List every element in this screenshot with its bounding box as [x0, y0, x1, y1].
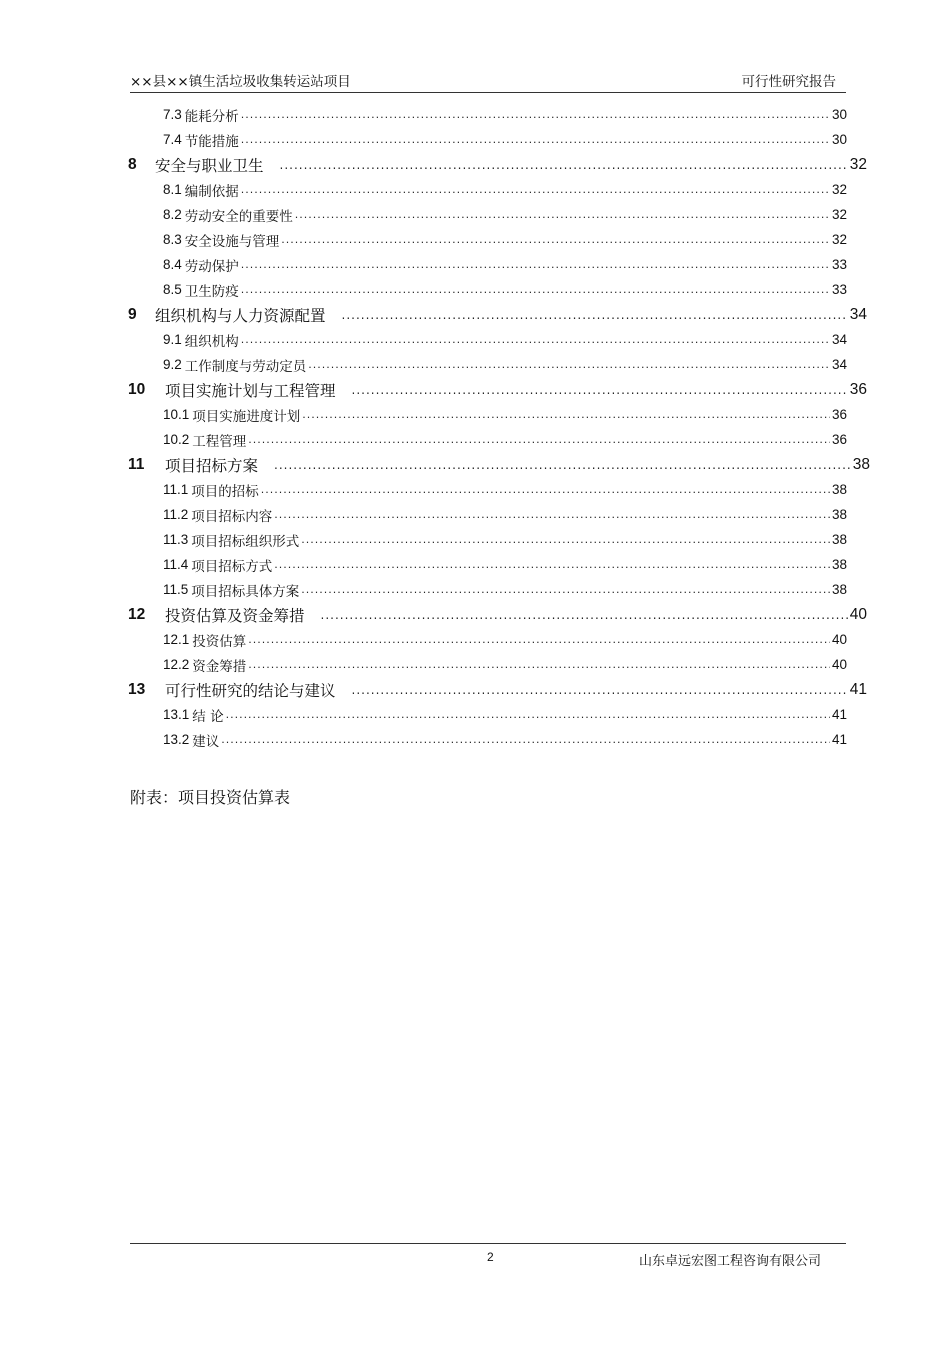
toc-entry-title: 项目招标组织形式 — [191, 533, 300, 550]
toc-section-entry — [0, 427, 847, 452]
toc-leader-dots — [301, 583, 830, 596]
toc-entry-page: 33 — [831, 282, 847, 297]
toc-entry-number: 10 — [128, 380, 146, 398]
toc-chapter-entry — [0, 302, 867, 327]
toc-chapter-entry — [0, 152, 867, 177]
toc-entry-title: 建议 — [192, 733, 220, 750]
toc-entry-page: 34 — [849, 305, 867, 323]
toc-entry-title: 节能措施 — [184, 133, 239, 150]
toc-entry-page: 33 — [831, 257, 847, 272]
toc-chapter-entry — [0, 677, 867, 702]
page-footer — [130, 1243, 846, 1268]
toc-section-entry — [0, 527, 847, 552]
toc-chapter-entry — [0, 452, 870, 477]
header-project-title: ××县××镇生活垃圾收集转运站项目 — [130, 74, 351, 90]
toc-entry-title: 项目的招标 — [191, 483, 259, 500]
toc-section-entry — [0, 102, 847, 127]
toc-leader-dots — [241, 283, 830, 296]
toc-entry-title: 安全与职业卫生 — [155, 156, 264, 175]
toc-entry-number: 8.1 — [163, 182, 182, 197]
toc-leader-dots — [248, 633, 830, 646]
toc-leader-dots — [281, 233, 830, 246]
toc-entry-number: 10.2 — [163, 432, 190, 447]
toc-entry-page: 32 — [831, 207, 847, 222]
toc-entry-number: 12.2 — [163, 657, 190, 672]
toc-section-entry — [0, 552, 847, 577]
toc-entry-page: 41 — [849, 680, 867, 698]
toc-section-entry — [0, 227, 847, 252]
toc-entry-number: 13 — [128, 680, 146, 698]
toc-entry-title: 卫生防疫 — [184, 283, 239, 300]
toc-entry-title: 项目招标内容 — [191, 508, 273, 525]
toc-entry-title: 资金筹措 — [192, 658, 247, 675]
toc-entry-number: 13.1 — [163, 707, 190, 722]
header-report-type: 可行性研究报告 — [741, 74, 836, 90]
footer-page-number: 2 — [487, 1250, 494, 1264]
toc-entry-number: 12 — [128, 605, 146, 623]
toc-entry-number: 8.4 — [163, 257, 182, 272]
toc-entry-title: 组织机构与人力资源配置 — [155, 306, 326, 325]
toc-entry-number: 11.1 — [163, 482, 189, 497]
toc-section-entry — [0, 252, 847, 277]
toc-entry-number: 11.4 — [163, 557, 189, 572]
toc-entry-number: 9.1 — [163, 332, 182, 347]
toc-leader-dots — [321, 608, 848, 622]
toc-entry-page: 32 — [831, 232, 847, 247]
toc-leader-dots — [352, 383, 848, 397]
toc-section-entry — [0, 577, 847, 602]
toc-entry-number: 11 — [128, 455, 145, 473]
toc-entry-title: 项目招标方案 — [165, 456, 259, 475]
toc-entry-page: 36 — [831, 407, 847, 422]
toc-entry-page: 36 — [831, 432, 847, 447]
toc-entry-number: 10.1 — [163, 407, 190, 422]
toc-entry-page: 38 — [831, 582, 847, 597]
toc-section-entry — [0, 477, 847, 502]
table-of-contents — [0, 102, 950, 752]
toc-entry-page: 38 — [852, 455, 870, 473]
toc-entry-title: 可行性研究的结论与建议 — [165, 681, 336, 700]
footer-company: 山东卓远宏图工程咨询有限公司 — [638, 1254, 821, 1269]
toc-entry-page: 41 — [831, 707, 847, 722]
toc-leader-dots — [342, 308, 848, 322]
toc-leader-dots — [226, 708, 830, 721]
toc-entry-number: 8.3 — [163, 232, 182, 247]
toc-entry-page: 38 — [831, 532, 847, 547]
toc-entry-number: 11.5 — [163, 582, 189, 597]
toc-entry-number: 12.1 — [163, 632, 190, 647]
toc-section-entry — [0, 627, 847, 652]
toc-entry-title: 劳动保护 — [184, 258, 239, 275]
toc-entry-number: 13.2 — [163, 732, 190, 747]
toc-leader-dots — [274, 508, 830, 521]
toc-entry-page: 38 — [831, 557, 847, 572]
toc-entry-page: 32 — [831, 182, 847, 197]
toc-leader-dots — [248, 433, 830, 446]
toc-leader-dots — [295, 208, 830, 221]
toc-entry-number: 11.3 — [163, 532, 189, 547]
toc-leader-dots — [352, 683, 848, 697]
toc-section-entry — [0, 702, 847, 727]
toc-entry-title: 组织机构 — [184, 333, 239, 350]
toc-entry-title: 项目招标方式 — [191, 558, 273, 575]
toc-entry-page: 32 — [849, 155, 867, 173]
toc-entry-number: 8 — [128, 155, 137, 173]
toc-section-entry — [0, 352, 847, 377]
appendix-note: 附表：项目投资估算表 — [130, 788, 291, 807]
toc-entry-number: 11.2 — [163, 507, 189, 522]
toc-section-entry — [0, 127, 847, 152]
toc-entry-title: 工程管理 — [192, 433, 247, 450]
toc-leader-dots — [280, 158, 848, 172]
toc-entry-page: 36 — [849, 380, 867, 398]
toc-entry-page: 40 — [849, 605, 867, 623]
toc-entry-page: 38 — [831, 507, 847, 522]
toc-leader-dots — [241, 183, 830, 196]
toc-entry-number: 8.2 — [163, 207, 182, 222]
page-header — [130, 70, 846, 93]
toc-entry-page: 30 — [831, 132, 847, 147]
toc-entry-page: 34 — [831, 332, 847, 347]
toc-section-entry — [0, 202, 847, 227]
toc-leader-dots — [274, 558, 830, 571]
toc-entry-title: 能耗分析 — [184, 108, 239, 125]
toc-entry-title: 项目实施进度计划 — [192, 408, 301, 425]
toc-section-entry — [0, 502, 847, 527]
toc-leader-dots — [221, 733, 830, 746]
toc-entry-number: 8.5 — [163, 282, 182, 297]
toc-chapter-entry — [0, 602, 867, 627]
toc-section-entry — [0, 727, 847, 752]
toc-entry-title: 工作制度与劳动定员 — [184, 358, 307, 375]
toc-entry-title: 投资估算及资金筹措 — [165, 606, 305, 625]
toc-leader-dots — [241, 108, 830, 121]
toc-entry-page: 30 — [831, 107, 847, 122]
toc-leader-dots — [241, 133, 830, 146]
toc-entry-title: 劳动安全的重要性 — [184, 208, 293, 225]
toc-entry-page: 41 — [831, 732, 847, 747]
toc-leader-dots — [248, 658, 830, 671]
toc-leader-dots — [302, 408, 830, 421]
toc-leader-dots — [308, 358, 830, 371]
toc-entry-page: 38 — [831, 482, 847, 497]
toc-leader-dots — [274, 458, 851, 472]
toc-chapter-entry — [0, 377, 867, 402]
toc-entry-page: 40 — [831, 657, 847, 672]
toc-entry-number: 9 — [128, 305, 137, 323]
toc-section-entry — [0, 277, 847, 302]
toc-entry-title: 项目招标具体方案 — [191, 583, 300, 600]
toc-entry-title: 投资估算 — [192, 633, 247, 650]
toc-entry-number: 9.2 — [163, 357, 182, 372]
toc-section-entry — [0, 177, 847, 202]
toc-entry-title: 结 论 — [192, 708, 224, 725]
toc-leader-dots — [261, 483, 830, 496]
toc-leader-dots — [241, 258, 830, 271]
toc-section-entry — [0, 652, 847, 677]
toc-entry-title: 项目实施计划与工程管理 — [165, 381, 336, 400]
toc-entry-number: 7.4 — [163, 132, 182, 147]
toc-entry-title: 安全设施与管理 — [184, 233, 280, 250]
toc-leader-dots — [241, 333, 830, 346]
toc-leader-dots — [301, 533, 830, 546]
toc-entry-page: 40 — [831, 632, 847, 647]
toc-section-entry — [0, 327, 847, 352]
toc-entry-title: 编制依据 — [184, 183, 239, 200]
toc-section-entry — [0, 402, 847, 427]
toc-entry-number: 7.3 — [163, 107, 182, 122]
toc-entry-page: 34 — [831, 357, 847, 372]
